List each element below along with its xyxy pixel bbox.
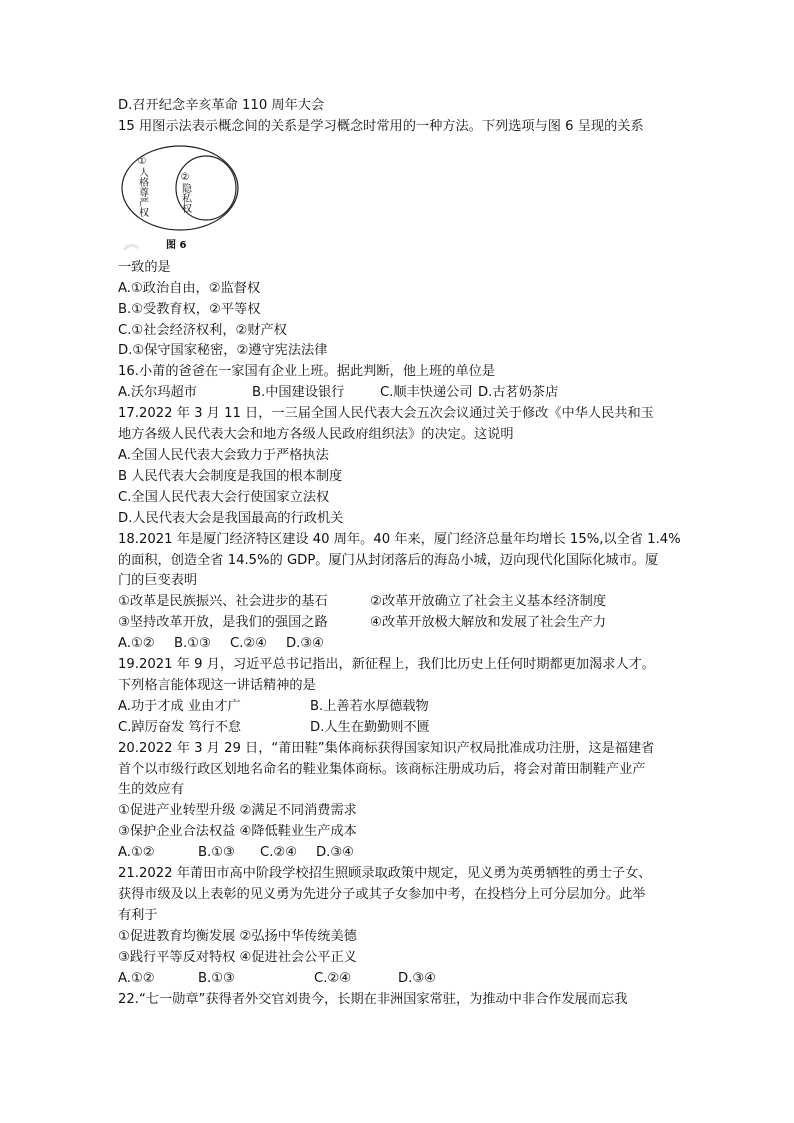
q15-option-c: C.①社会经济权利，②财产权 [118, 322, 287, 338]
q21-option-c: C.②④ [314, 970, 352, 986]
q19-stem-1: 19.2021 年 9 月，习近平总书记指出，新征程上，我们比历史上任何时期都更加渴求人才。 [118, 657, 656, 673]
q15-stem: 15 用图示法表示概念间的关系是学习概念时常用的一种方法。下列选项与图 6 呈现的关系 [118, 118, 644, 134]
q15-option-a: A.①政治自由，②监督权 [118, 280, 261, 296]
q20-statements-row2: ③保护企业合法权益 ④降低鞋业生产成本 [118, 824, 357, 840]
q21-stem-2: 获得市级及以上表彰的见义勇为先进分子或其子女参加中考，在投档分上可分层加分。此举 [118, 887, 646, 902]
q18-stem-2: 的面积，创造全省 14.5%的 GDP。厦门从封闭落后的海岛小城，迈向现代化国际化城市。厦 [118, 552, 659, 568]
scan-mark [124, 245, 138, 250]
q16-option-c: C.顺丰快递公司 [380, 385, 473, 401]
exam-page [118, 96, 683, 1010]
inner-label: ②隐私权 [179, 171, 191, 213]
q19-option-c: C.踔厉奋发 笃行不怠 [118, 719, 242, 735]
q17-option-c: C.全国人民代表大会行使国家立法权 [118, 489, 330, 505]
q21-option-d: D.③④ [398, 970, 436, 986]
q18-option-b: B.①③ [174, 636, 211, 652]
q20-statements-row1: ①促进产业转型升级 ②满足不同消费需求 [118, 803, 357, 819]
q17-option-b: B 人民代表大会制度是我国的根本制度 [118, 468, 343, 484]
q21-options [118, 969, 683, 990]
venn-diagram [120, 140, 250, 258]
q20-option-a: A.①② [118, 845, 155, 861]
q17-option-a: A.全国人民代表大会致力于严格执法 [118, 447, 329, 463]
q18-statement-4: ④改革开放极大解放和发展了社会生产力 [370, 615, 607, 631]
q15-option-d: D.①保守国家秘密，②遵守宪法法律 [118, 343, 328, 359]
q21-stem-3: 有利于 [118, 907, 158, 923]
q16-option-d: D.古茗奶茶店 [478, 385, 559, 401]
q15-option-b: B.①受教育权，②平等权 [118, 301, 261, 317]
figure-caption: 图 6 [166, 239, 187, 251]
q15-stem-cont: 一致的是 [118, 259, 171, 275]
q21-statements-row1: ①促进教育均衡发展 ②弘扬中华传统美德 [118, 928, 357, 944]
q16-options [118, 383, 683, 404]
q19-option-b: B.上善若水厚德载物 [310, 698, 429, 714]
q19-option-d: D.人生在勤勤则不匮 [310, 719, 430, 735]
q20-option-d: D.③④ [316, 845, 354, 861]
q18-stem-3: 门的巨变表明 [118, 573, 198, 589]
q21-option-b: B.①③ [198, 970, 235, 986]
q19-option-a: A.功于才成 业由才广 [118, 698, 241, 714]
q20-option-c: C.②④ [260, 845, 298, 861]
q21-option-a: A.①② [118, 970, 155, 986]
q20-stem-2: 首个以市级行政区划地名命名的鞋业集体商标。该商标注册成功后，将会对莆田制鞋产业产 [118, 761, 646, 777]
q20-stem-3: 生的效应有 [118, 782, 184, 798]
q16-option-b: B.中国建设银行 [252, 385, 345, 401]
q20-stem-1: 20.2022 年 3 月 29 日，“莆田鞋”集体商标获得国家知识产权局批准成功注册，这是福建省 [118, 740, 655, 756]
q18-statements-row2 [118, 613, 683, 634]
q16-stem: 16.小莆的爸爸在一家国有企业上班。据此判断，他上班的单位是 [118, 364, 496, 380]
q17-option-d: D.人民代表大会是我国最高的行政机关 [118, 510, 344, 526]
q16-option-a: A.沃尔玛超市 [118, 385, 197, 401]
q21-statements-row2: ③践行平等反对特权 ④促进社会公平正义 [118, 949, 357, 965]
q18-option-c: C.②④ [230, 636, 268, 652]
outer-label: ①人格尊严权 [136, 155, 148, 217]
q18-stem-1: 18.2021 年是厦门经济特区建设 40 周年。40 年来，厦门经济总量年均增长 15%,以全省 1.4% [118, 531, 681, 547]
q19-stem-2: 下列格言能体现这一讲话精神的是 [118, 677, 316, 693]
q18-statements-row1 [118, 592, 683, 613]
q19-options-row1 [118, 697, 683, 718]
q18-statement-1: ①改革是民族振兴、社会进步的基石 [118, 594, 328, 610]
q20-option-b: B.①③ [198, 845, 235, 861]
q18-statement-2: ②改革开放确立了社会主义基本经济制度 [370, 594, 607, 610]
q14-option-d: D.召开纪念辛亥革命 110 周年大会 [118, 98, 325, 113]
q18-option-a: A.①② [118, 636, 155, 652]
q18-options [118, 634, 683, 655]
q20-options [118, 843, 683, 864]
q18-option-d: D.③④ [286, 636, 324, 652]
q17-stem-1: 17.2022 年 3 月 11 日，一三届全国人民代表大会五次会议通过关于修改《中华人民共和玉 [118, 406, 654, 422]
q19-options-row2 [118, 718, 683, 739]
q21-stem-1: 21.2022 年莆田市高中阶段学校招生照顾录取政策中规定，见义勇为英勇牺牲的勇士子女、 [118, 866, 652, 882]
q17-stem-2: 地方各级人民代表大会和地方各级人民政府组织法》的决定。这说明 [118, 427, 514, 443]
q22-stem-1: 22.“七一勋章”获得者外交官刘贵今，长期在非洲国家常驻，为推动中非合作发展而忘我 [118, 991, 628, 1007]
q18-statement-3: ③坚持改革开放，是我们的强国之路 [118, 615, 328, 631]
figure-6 [118, 138, 683, 258]
